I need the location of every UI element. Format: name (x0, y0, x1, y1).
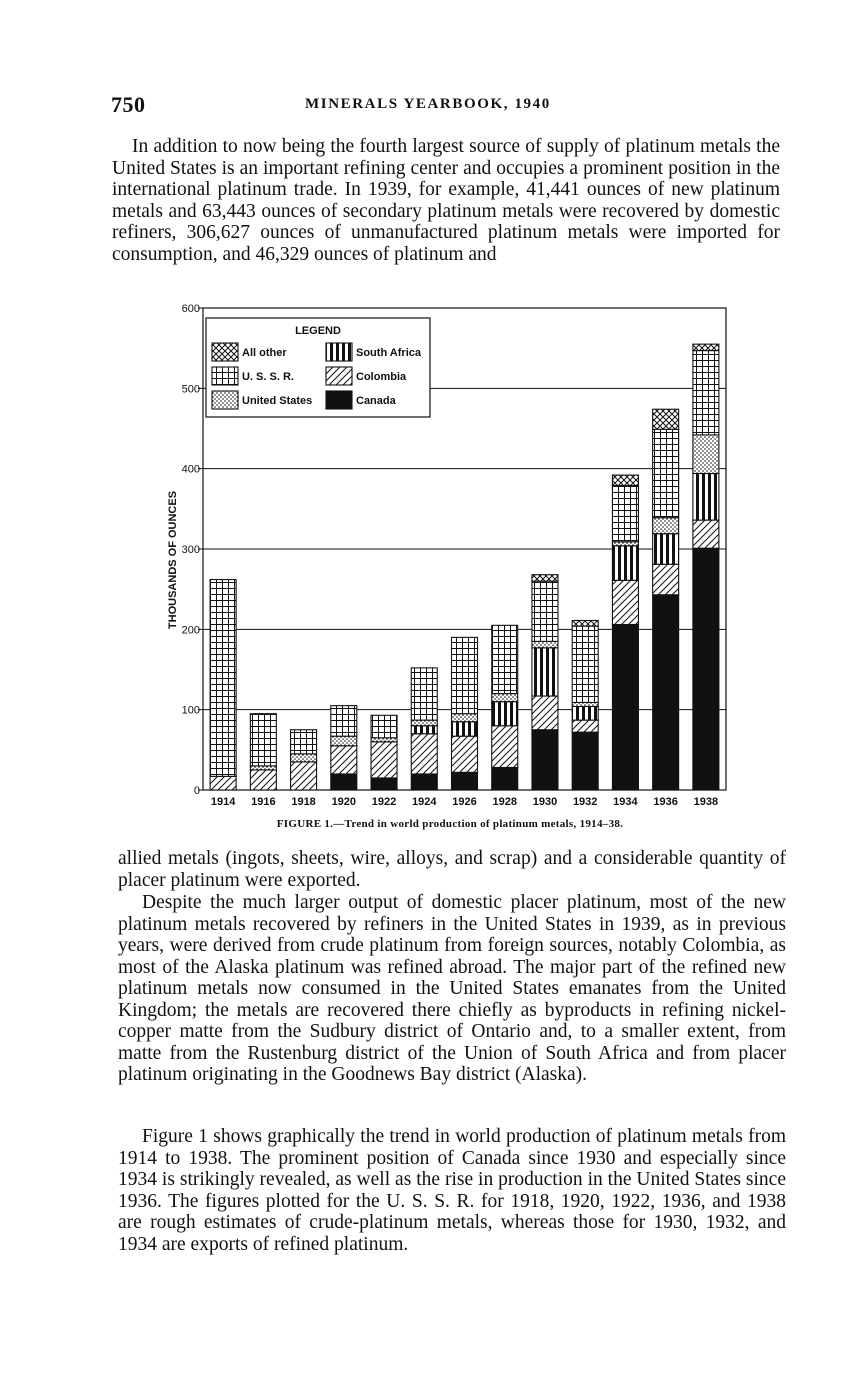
bar-segment-1918-unitedstates (291, 754, 317, 762)
bar-segment-1932-ussr (572, 626, 598, 702)
bar-segment-1918-colombia (291, 762, 317, 790)
bar-segment-1936-unitedstates (653, 518, 679, 534)
bar-segment-1920-ussr (331, 706, 357, 737)
legend-label-allother: All other (242, 347, 287, 359)
y-tick-label-100: 100 (181, 704, 200, 717)
legend-label-southafrica: South Africa (356, 347, 421, 359)
x-tick-label-1918: 1918 (291, 796, 316, 808)
y-axis-label: THOUSANDS OF OUNCES (167, 490, 179, 630)
legend-label-unitedstates: United States (242, 395, 313, 407)
bar-segment-1924-ussr (411, 668, 437, 720)
legend-swatch-allother (212, 343, 238, 361)
x-tick-label-1936: 1936 (653, 796, 678, 808)
bar-segment-1930-colombia (532, 696, 558, 730)
running-head: MINERALS YEARBOOK, 1940 (305, 96, 551, 112)
page-number: 750 (111, 92, 146, 117)
x-tick-label-1932: 1932 (572, 796, 598, 808)
paragraph-3: Despite the much larger output of domestic placer platinum, most of the new platinum metals recovered by refiners in the United States in 1939, as in previous years, were derived from crude platinum from foreign sources, notably Colombia, as most of the Alaska platinum was refined abroad. The major part of the refined new platinum metals now consumed in the United States emanates from the United Kingdom; the metals are recovered there chiefly as byproducts in refining nickel-copper matte from the Sudbury district of Ontario and, to a smaller extent, from matte from the Rustenburg district of the Union of South Africa and from placer platinum originating in the Goodnews Bay district (Alaska). (118, 892, 786, 1085)
x-tick-label-1924: 1924 (412, 796, 437, 808)
bar-segment-1932-southafrica (572, 706, 598, 720)
x-tick-label-1934: 1934 (613, 796, 638, 808)
bar-segment-1932-canada (572, 732, 598, 790)
bar-segment-1936-ussr (653, 429, 679, 517)
bar-segment-1926-ussr (452, 637, 478, 713)
bar-segment-1934-southafrica (612, 546, 638, 581)
bar-segment-1922-canada (371, 778, 397, 790)
bar-segment-1936-allother (653, 409, 679, 429)
bar-segment-1926-unitedstates (452, 714, 478, 722)
bar-segment-1930-ussr (532, 581, 558, 641)
bar-segment-1934-canada (612, 625, 638, 790)
legend-swatch-unitedstates (212, 391, 238, 409)
y-tick-label-500: 500 (181, 383, 200, 396)
bar-segment-1930-unitedstates (532, 641, 558, 647)
bar-segment-1920-colombia (331, 746, 357, 774)
x-tick-label-1922: 1922 (371, 796, 397, 808)
bar-segment-1936-southafrica (653, 534, 679, 565)
bar-segment-1936-colombia (653, 564, 679, 595)
bar-segment-1926-canada (452, 772, 478, 790)
bar-segment-1918-ussr (291, 730, 317, 754)
x-axis-ticks (211, 796, 718, 808)
y-tick-label-0: 0 (193, 785, 200, 797)
bar-segment-1934-allother (612, 475, 638, 485)
bar-segment-1914-colombia (210, 776, 236, 790)
legend-swatch-ussr (212, 367, 238, 385)
bar-segment-1938-ussr (693, 351, 719, 435)
figure-caption: FIGURE 1.—Trend in world production of platinum metals, 1914–38. (276, 818, 624, 830)
bar-segment-1934-colombia (612, 580, 638, 624)
bar-segment-1932-allother (572, 620, 598, 626)
x-tick-label-1914: 1914 (210, 796, 236, 808)
legend-label-canada: Canada (356, 395, 396, 407)
y-tick-label-400: 400 (181, 463, 200, 476)
legend-swatch-colombia (326, 367, 352, 385)
x-tick-label-1938: 1938 (693, 796, 719, 808)
bar-segment-1930-allother (532, 575, 558, 581)
bar-segment-1932-colombia (572, 720, 598, 732)
bar-segment-1920-unitedstates (331, 736, 357, 746)
bar-segment-1922-colombia (371, 742, 397, 778)
x-tick-label-1916: 1916 (251, 796, 276, 808)
bar-segment-1938-southafrica (693, 473, 719, 520)
bar-segment-1930-southafrica (532, 648, 558, 696)
legend-label-ussr: U. S. S. R. (242, 371, 294, 383)
bar-segment-1936-canada (653, 595, 679, 790)
bar-segment-1922-unitedstates (371, 738, 397, 742)
bar-segment-1926-colombia (452, 736, 478, 772)
bar-segment-1932-unitedstates (572, 702, 598, 706)
legend (206, 318, 430, 417)
x-tick-label-1920: 1920 (331, 796, 357, 808)
bar-segment-1928-canada (492, 768, 518, 790)
y-tick-label-200: 200 (181, 624, 200, 637)
bar-segment-1916-ussr (250, 714, 276, 766)
paragraph-4: Figure 1 shows graphically the trend in world production of platinum metals from 1914 to 1938. The prominent position of Canada since 1930 and especially since 1934 is strikingly revealed, as well as the rise in production in the United States since 1936. The figures plotted for the U. S. S. R. for 1918, 1920, 1922, 1936, and 1938 are rough estimates of crude-platinum metals, whereas those for 1930, 1932, and 1934 are exports of refined platinum. (118, 1126, 786, 1255)
bar-segment-1928-colombia (492, 726, 518, 768)
bar-segment-1938-allother (693, 344, 719, 350)
bar-segment-1924-southafrica (411, 726, 437, 734)
legend-title: LEGEND (295, 325, 341, 337)
bar-segment-1928-southafrica (492, 702, 518, 726)
y-tick-label-600: 600 (181, 303, 200, 315)
bar-segment-1928-ussr (492, 625, 518, 693)
bar-segment-1924-unitedstates (411, 720, 437, 726)
bar-segment-1934-unitedstates (612, 542, 638, 546)
legend-swatch-southafrica (326, 343, 352, 361)
bar-segment-1924-canada (411, 774, 437, 790)
bar-segment-1924-colombia (411, 734, 437, 774)
bar-segment-1914-ussr (210, 580, 236, 777)
y-axis-ticks (182, 303, 203, 797)
bar-segment-1938-canada (693, 548, 719, 790)
x-tick-label-1928: 1928 (492, 796, 517, 808)
bar-segment-1916-unitedstates (250, 766, 276, 770)
paragraph-1: In addition to now being the fourth largest source of supply of platinum metals the United States is an important refining center and occupies a prominent position in the international platinum trade. In 1939, for example, 41,441 ounces of new platinum metals and 63,443 ounces of secondary platinum metals were recovered by domestic refiners, 306,627 ounces of unmanufactured platinum metals were imported for consumption, and 46,329 ounces of platinum and (112, 136, 780, 265)
legend-label-colombia: Colombia (356, 371, 407, 383)
bar-segment-1920-canada (331, 774, 357, 790)
bar-segment-1916-colombia (250, 770, 276, 790)
bar-segment-1930-canada (532, 730, 558, 790)
bar-segment-1938-colombia (693, 520, 719, 548)
bar-segment-1928-unitedstates (492, 694, 518, 702)
legend-swatch-canada (326, 391, 352, 409)
x-tick-label-1926: 1926 (452, 796, 477, 808)
bar-segment-1938-unitedstates (693, 435, 719, 474)
bar-segment-1934-ussr (612, 486, 638, 542)
bar-segment-1922-ussr (371, 715, 397, 737)
y-tick-label-300: 300 (181, 544, 200, 556)
paragraph-2: allied metals (ingots, sheets, wire, alloys, and scrap) and a considerable quantity of placer platinum were exported. (118, 848, 786, 891)
x-tick-label-1930: 1930 (532, 796, 558, 808)
bar-segment-1926-southafrica (452, 722, 478, 736)
